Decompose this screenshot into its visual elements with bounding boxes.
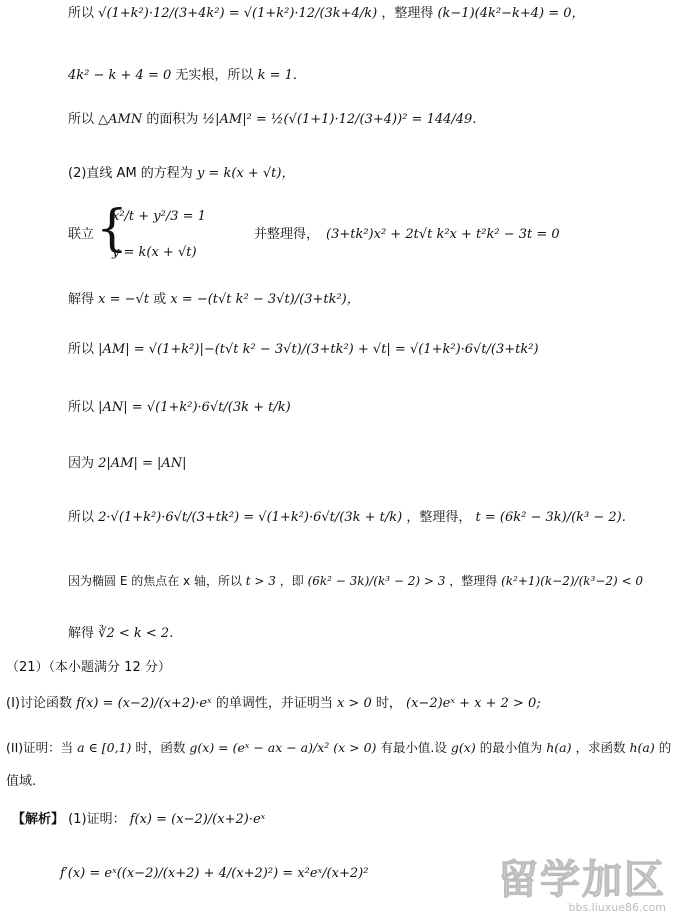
solution-line-11 (68, 574, 643, 588)
line-prefix: 所以 (68, 6, 95, 21)
line-text: 无实根，所以 (175, 68, 254, 83)
math-expression: x > 0 (336, 696, 372, 711)
line-text: 并整理得， (254, 227, 320, 242)
math-expression: (k−1)(4k²−k+4) = 0， (437, 6, 585, 21)
line-text: (I)讨论函数 (6, 696, 72, 711)
math-expression: h(a) (629, 740, 655, 755)
system-equation-1: x²/t + y²/3 = 1 (112, 209, 206, 224)
line-text: 的最小值为 (479, 740, 543, 755)
math-expression: h(a) (546, 740, 572, 755)
line-text: (1)证明： (68, 812, 126, 827)
math-expression: 4k² − k + 4 = 0 (68, 68, 172, 83)
solution-line-10 (68, 510, 626, 526)
solution-line-4 (68, 166, 294, 182)
line-prefix: 所以 (68, 510, 95, 525)
line-prefix: 联立 (68, 227, 95, 242)
line-text: 或 (153, 292, 167, 307)
math-expression: ∛2 < k < 2. (98, 626, 174, 641)
line-text: 时，函数 (135, 740, 186, 755)
solution-line-1 (68, 6, 585, 22)
math-expression: ½|AM|² = ½(√(1+1)·12/(3+4))² = 144/49. (202, 112, 477, 127)
question-part-2 (6, 740, 671, 755)
math-expression: k = 1. (257, 68, 298, 83)
math-expression: 2|AM| = |AN| (98, 456, 187, 471)
line-prefix: 解得 (68, 626, 95, 641)
math-expression: √(1+k²)·12/(3+4k²) = √(1+k²)·12/(3k+4/k) (98, 6, 378, 21)
math-expression: x = −√t (98, 292, 150, 307)
line-text: 的 (658, 740, 672, 755)
triangle-label: △AMN (98, 112, 143, 127)
line-text: 的面积为 (146, 112, 199, 127)
math-expression: y = k(x + √t)， (196, 166, 295, 181)
math-expression: a ∈ [0,1) (77, 740, 132, 755)
math-expression: (6k² − 3k)/(k³ − 2) > 3 (307, 574, 446, 588)
solution-line-6 (68, 292, 360, 308)
line-text: ，整理得 (449, 574, 498, 588)
line-text: 时， (375, 696, 402, 711)
solution-line-8 (68, 400, 291, 416)
line-prefix: 所以 (68, 112, 95, 127)
line-text: (II)证明：当 (6, 740, 74, 755)
question-part-2-cont: 值域. (6, 774, 37, 789)
line-text: 因为椭圆 E 的焦点在 x 轴，所以 (68, 574, 242, 588)
analysis-label: 【解析】 (12, 812, 65, 827)
math-expression: |AN| = √(1+k²)·6√t/(3k + t/k) (98, 400, 291, 415)
line-prefix: 解得 (68, 292, 95, 307)
line-prefix: 所以 (68, 342, 95, 357)
line-text: ，整理得 (381, 6, 434, 21)
question-21-header: （21）（本小题满分 12 分） (6, 660, 171, 675)
derivative-line (60, 866, 368, 882)
line-text: ，即 (279, 574, 304, 588)
line-text: (2)直线 AM 的方程为 (68, 166, 193, 181)
line-text: ，求函数 (575, 740, 626, 755)
watermark-url: bbs.liuxue86.com (568, 901, 666, 914)
watermark (498, 848, 666, 914)
math-expression: (x−2)eˣ + x + 2 > 0; (406, 696, 541, 711)
solution-line-7 (68, 342, 539, 358)
system-brace: { (96, 199, 128, 257)
math-expression: t > 3 (245, 574, 276, 588)
analysis-line (12, 812, 265, 828)
line-text: ，整理得， (406, 510, 472, 525)
math-expression: x = −(t√t k² − 3√t)/(3+tk²)， (170, 292, 360, 307)
line-text: 有最小值.设 (380, 740, 447, 755)
solution-line-2 (68, 68, 297, 84)
math-expression: t = (6k² − 3k)/(k³ − 2). (475, 510, 626, 525)
math-expression: |AM| = √(1+k²)|−(t√t k² − 3√t)/(3+tk²) + √t| = √(1+k²)·6√t/(3+tk²) (98, 342, 539, 357)
math-expression: f(x) = (x−2)/(x+2)·eˣ (129, 812, 266, 827)
math-expression: (k²+1)(k−2)/(k³−2) < 0 (501, 574, 644, 588)
math-expression: f(x) = (x−2)/(x+2)·eˣ (76, 696, 212, 711)
math-expression: (3+tk²)x² + 2t√t k²x + t²k² − 3t = 0 (326, 227, 560, 242)
line-text: 的单调性，并证明当 (215, 696, 333, 711)
solution-line-12 (68, 626, 173, 642)
line-prefix: 所以 (68, 400, 95, 415)
solution-line-3 (68, 112, 476, 128)
line-prefix: 因为 (68, 456, 95, 471)
solution-line-9 (68, 456, 187, 472)
math-expression: 2·√(1+k²)·6√t/(3+tk²) = √(1+k²)·6√t/(3k + t/k) (98, 510, 403, 525)
system-equation-2: y = k(x + √t) (112, 245, 197, 260)
math-expression: g(x) (450, 740, 476, 755)
math-expression: f′(x) = eˣ((x−2)/(x+2) + 4/(x+2)²) = x²eˣ/(x+2)² (60, 866, 369, 881)
question-part-1 (6, 696, 541, 712)
math-expression: g(x) = (eˣ − ax − a)/x² (x > 0) (189, 740, 377, 755)
watermark-logo: 留学加区 (498, 857, 666, 903)
